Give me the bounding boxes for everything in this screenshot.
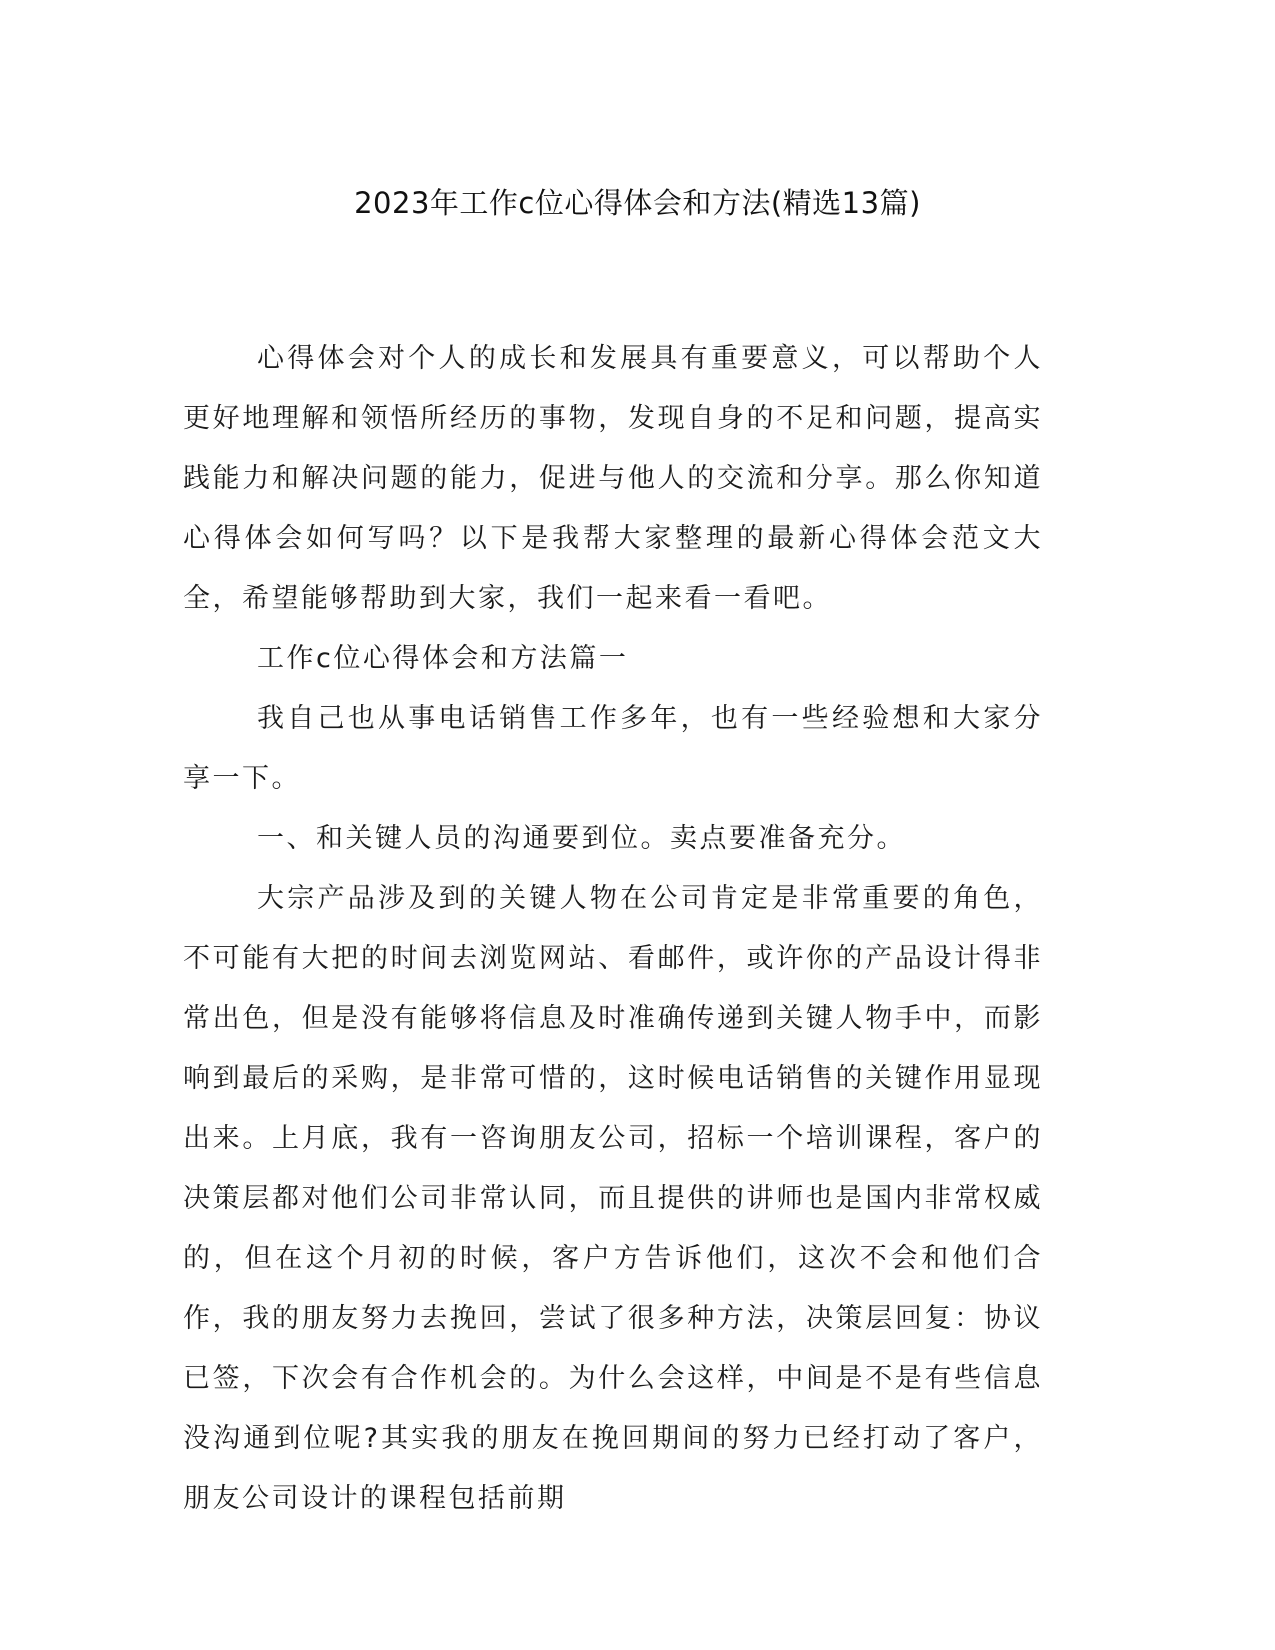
body-paragraph: 我自己也从事电话销售工作多年，也有一些经验想和大家分享一下。 [183,703,1043,794]
body-paragraph: 大宗产品涉及到的关键人物在公司肯定是非常重要的角色，不可能有大把的时间去浏览网站、看邮件，或许你的产品设计得非常出色，但是没有能够将信息及时准确传递到关键人物手中，而影响到最后的采购，是非常可惜的，这时候电话销售的关键作用显现出来。上月底，我有一咨询朋友公司，招标一个培训课程，客户的决策层都对他们公司非常认同，而且提供的讲师也是国内非常权威的，但在这个月初的时候，客户方告诉他们，这次不会和他们合作，我的朋友努力去挽回，尝试了很多种方法，决策层回复：协议已签，下次会有合作机会的。为什么会这样，中间是不是有些信息没沟通到位呢?其实我的朋友在挽回期间的努力已经打动了客户，朋友公司设计的课程包括前期 [183,883,1043,1514]
section-heading: 工作c位心得体会和方法篇一 [257,643,629,674]
document-title: 2023年工作c位心得体会和方法(精选13篇) [354,186,921,220]
intro-paragraph: 心得体会对个人的成长和发展具有重要意义，可以帮助个人更好地理解和领悟所经历的事物，发现自身的不足和问题，提高实践能力和解决问题的能力，促进与他人的交流和分享。那么你知道心得体会如何写吗？以下是我帮大家整理的最新心得体会范文大全，希望能够帮助到大家，我们一起来看一看吧。 [183,343,1043,614]
subsection-heading: 一、和关键人员的沟通要到位。卖点要准备充分。 [257,823,906,854]
document-body [183,329,1043,1529]
